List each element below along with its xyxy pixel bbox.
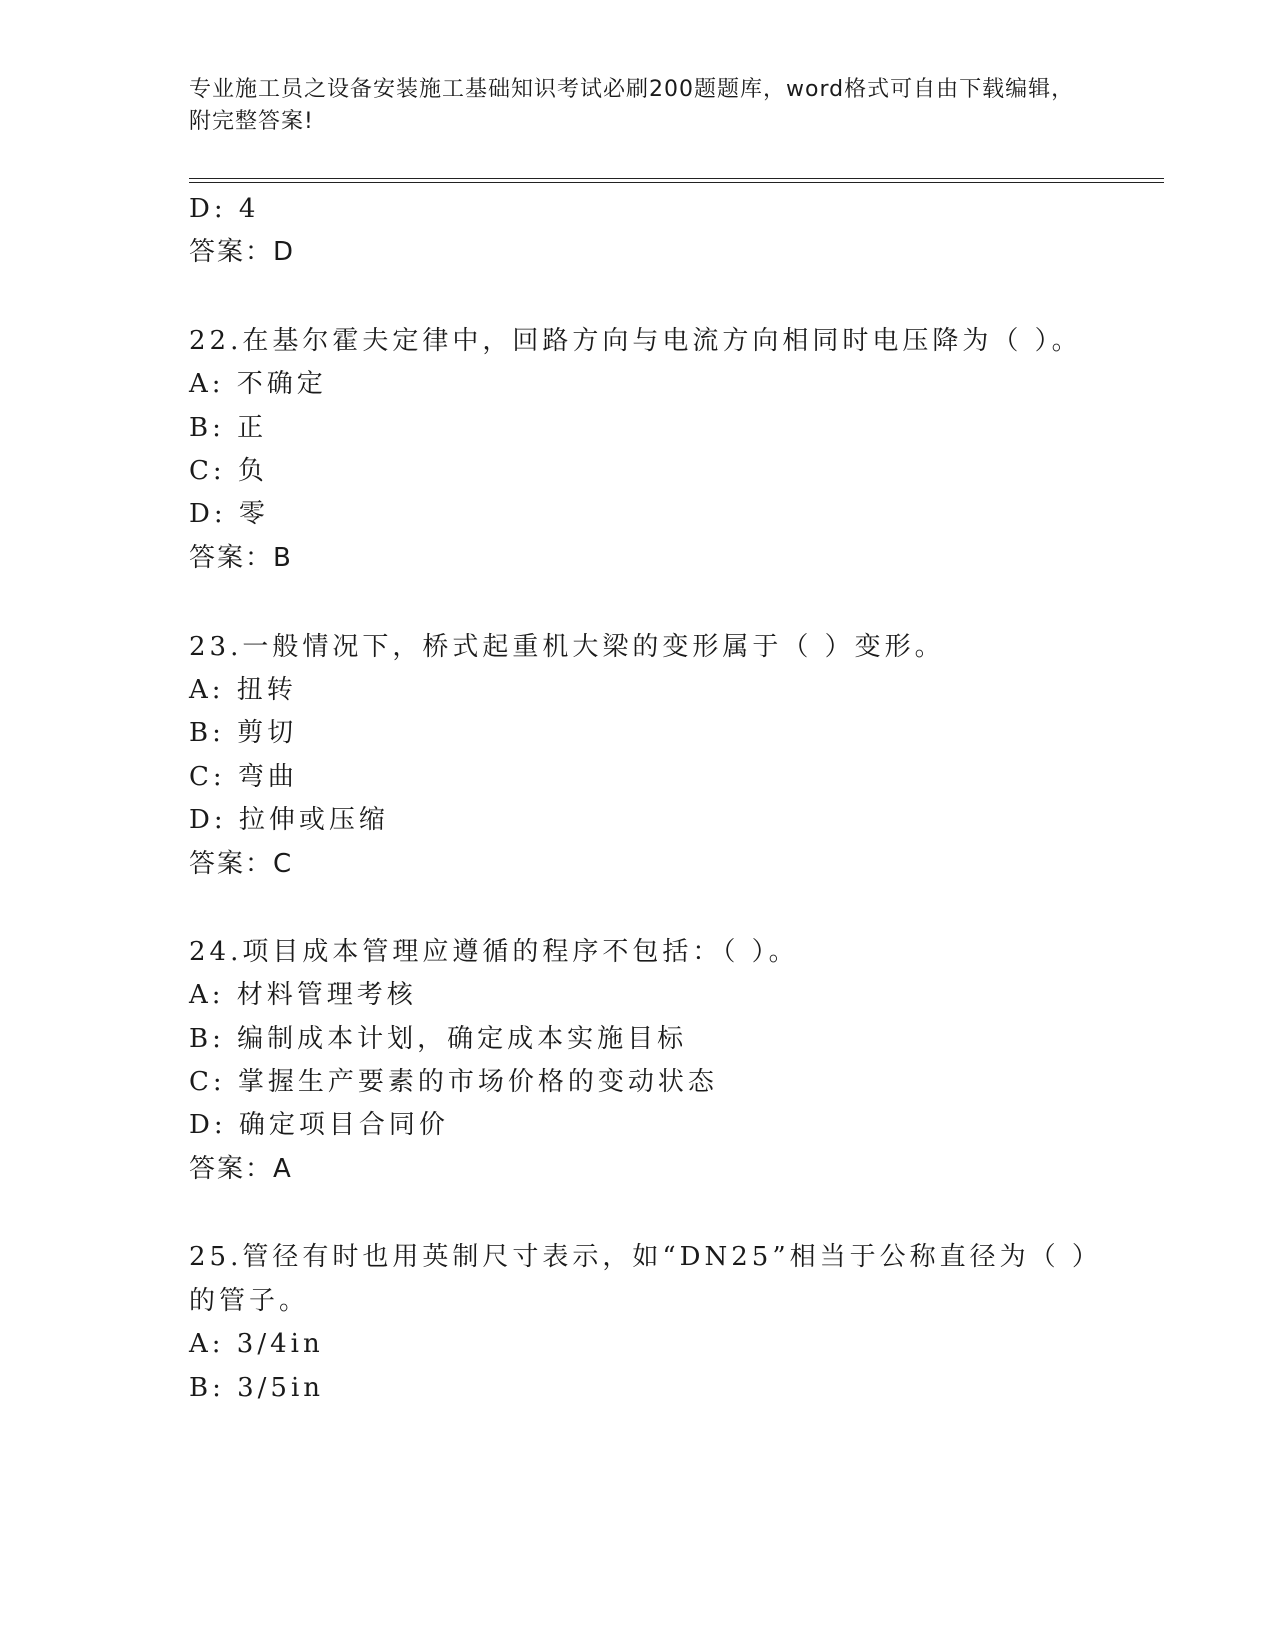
option-line: D: 确定项目合同价 (189, 1110, 449, 1140)
option-line: D: 拉伸或压缩 (189, 805, 389, 835)
option-line: C: 弯曲 (189, 762, 298, 792)
option-line: D: 零 (189, 499, 269, 529)
answer-line: 答案：B (189, 543, 293, 573)
question-continuation-line: 的管子。 (189, 1286, 310, 1316)
option-line: A: 扭转 (189, 675, 297, 705)
option-line: D: 4 (189, 194, 260, 224)
answer-line: 答案：A (189, 1154, 293, 1184)
question-line: 24.项目成本管理应遵循的程序不包括：（ ）。 (189, 937, 799, 967)
option-line: B: 正 (189, 413, 268, 443)
option-line: A: 不确定 (189, 369, 327, 399)
option-line: A: 材料管理考核 (189, 980, 417, 1010)
question-line: 22.在基尔霍夫定律中，回路方向与电流方向相同时电压降为（ ）。 (189, 326, 1082, 356)
answer-line: 答案：C (189, 849, 294, 879)
question-line: 25.管径有时也用英制尺寸表示，如“DN25”相当于公称直径为（ ） (189, 1242, 1102, 1272)
header-divider (189, 178, 1164, 183)
answer-line: 答案：D (189, 237, 296, 267)
page-header-title: 专业施工员之设备安装施工基础知识考试必刷200题题库，word格式可自由下载编辑，附完整答案! (189, 77, 1075, 134)
option-line: C: 负 (189, 456, 268, 486)
question-line: 23.一般情况下，桥式起重机大梁的变形属于（ ）变形。 (189, 632, 945, 662)
option-line: A: 3/4in (189, 1329, 324, 1359)
option-line: B: 3/5in (189, 1373, 325, 1403)
option-line: C: 掌握生产要素的市场价格的变动状态 (189, 1067, 718, 1097)
option-line: B: 编制成本计划，确定成本实施目标 (189, 1024, 688, 1054)
option-line: B: 剪切 (189, 718, 298, 748)
